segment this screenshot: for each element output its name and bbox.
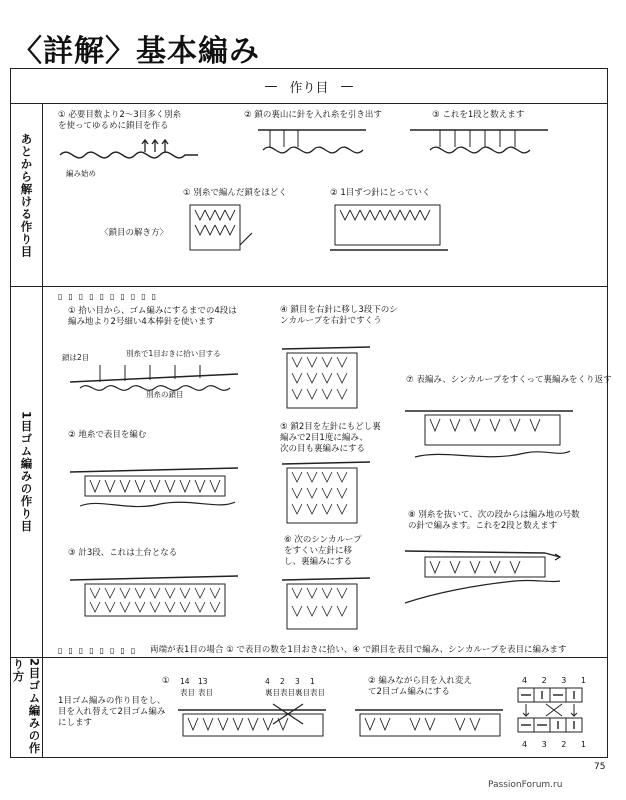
s3-label-14: 14 表目: [180, 677, 195, 697]
s3-label-1: 1 表目: [310, 677, 325, 697]
symbol-chart: [518, 688, 586, 738]
s1-start-label: 編み始め: [66, 169, 96, 178]
rib-chart-top: ▯▯▯▯▯▯▯▯▯▯: [58, 292, 163, 301]
s3-text: 1目ゴム編みの作り目をし、 目を入れ替えて2目ゴム編み にします: [58, 696, 166, 728]
two-by-two-result-illustration: [355, 704, 505, 744]
s3-label-4: 4 裏目: [265, 677, 280, 697]
s2-footer-note: 両端が表1目の場合 ① で表目の数を1目おきに拾い、④ で鎖目を表目で編み、シンカループを表目に編みます: [150, 645, 567, 655]
section3-label-box: [11, 658, 43, 758]
sinker-loop-illustration: [282, 345, 372, 415]
divider-2: [11, 657, 607, 658]
s1-step3: ③ これを1段と数えます: [432, 110, 525, 120]
page-number: 75: [594, 762, 606, 772]
unravel-swatch-2: [330, 205, 450, 265]
unravel-swatch-1: [190, 205, 260, 265]
s3-bottom-numbers: 4 3 2 1: [522, 740, 592, 749]
s1-unravel1: ① 別糸で編んだ鎖をほどく: [183, 188, 287, 198]
page-title: 〈詳解〉基本編み: [12, 34, 260, 69]
section-heading: — 作り目 —: [11, 69, 607, 104]
two-by-two-swap-illustration: [178, 704, 328, 744]
watermark: PassionForum.ru: [488, 780, 563, 790]
s1-unravel2: ② 1目ずつ針にとっていく: [330, 188, 431, 198]
s2-step3: ③ 計3段、これは土台となる: [68, 548, 178, 558]
s2-hint-a: 鎖は2目: [62, 353, 90, 362]
s3-top-numbers: 4 2 3 1: [522, 676, 592, 685]
s2-step6: ⑥ 次のシンカループ をすくい左針に移 し、裏編みにする: [284, 535, 362, 567]
section1-label: あとから解ける作り目: [19, 132, 34, 258]
s1-step1: ① 必要目数より2〜3目多く別糸 を使ってゆるめに鎖目を作る: [58, 110, 182, 131]
rib-knit-illustration: [70, 462, 240, 512]
section2-label: 1目ゴム編みの作り目: [19, 411, 34, 533]
s1-unravel-title: 〈鎖目の解き方〉: [100, 228, 169, 238]
section2-label-box: [11, 287, 43, 657]
s2-step1: ① 拾い目から、ゴム編みにするまでの4段は 編み地より2号細い4本棒針を使います: [68, 306, 237, 327]
rib-pickup-illustration: [70, 360, 240, 400]
section3-label: 2目ゴム編みの作り方: [11, 658, 42, 755]
s3-label-13: 13 表目: [198, 677, 213, 697]
s3-step1-num: ①: [162, 676, 170, 686]
s2-hint-c: 別糸の鎖目: [146, 390, 184, 399]
chain-stitch-illustration: [60, 140, 200, 170]
s3-step2: ② 編みながら目を入れ変え て2目ゴム編みにする: [368, 676, 472, 697]
purl-together-illustration: [282, 460, 372, 530]
s3-label-2: 2 表目: [280, 677, 295, 697]
rib-chart-bottom: ▯▯▯▯▯▯▯▯: [58, 646, 142, 655]
s2-step2: ② 地糸で表目を編む: [68, 430, 147, 440]
next-sinker-illustration: [282, 576, 372, 636]
s2-step7: ⑦ 表編み、シンカループをすくって裏編みをくり返す: [406, 375, 612, 385]
s2-step5: ⑤ 鎖2目を左針にもどし裏 編みで2目1度に編み、 次の目も裏編みにする: [280, 422, 381, 454]
s3-label-3: 3 裏目: [295, 677, 310, 697]
section1-label-box: [11, 104, 43, 286]
s1-step2: ② 鎖の裏山に針を入れ糸を引き出す: [244, 110, 382, 120]
s2-hint-b: 別糸で1目おきに拾い目する: [126, 349, 221, 358]
s2-step4: ④ 鎖目を右針に移し3段下のシ ンカループを右針ですくう: [280, 305, 398, 326]
s2-step8: ⑧ 別糸を抜いて、次の段からは編み地の号数 の針で編みます。これを2段と数えます: [408, 510, 580, 531]
remove-waste-illustration: [405, 545, 565, 605]
pickup-illustration: [258, 122, 368, 162]
section-heading-text: 作り目: [289, 80, 329, 96]
first-row-illustration: [410, 122, 550, 162]
rib-base-illustration: [70, 572, 240, 632]
rib-repeat-illustration: [405, 405, 575, 465]
divider-1: [11, 286, 607, 287]
